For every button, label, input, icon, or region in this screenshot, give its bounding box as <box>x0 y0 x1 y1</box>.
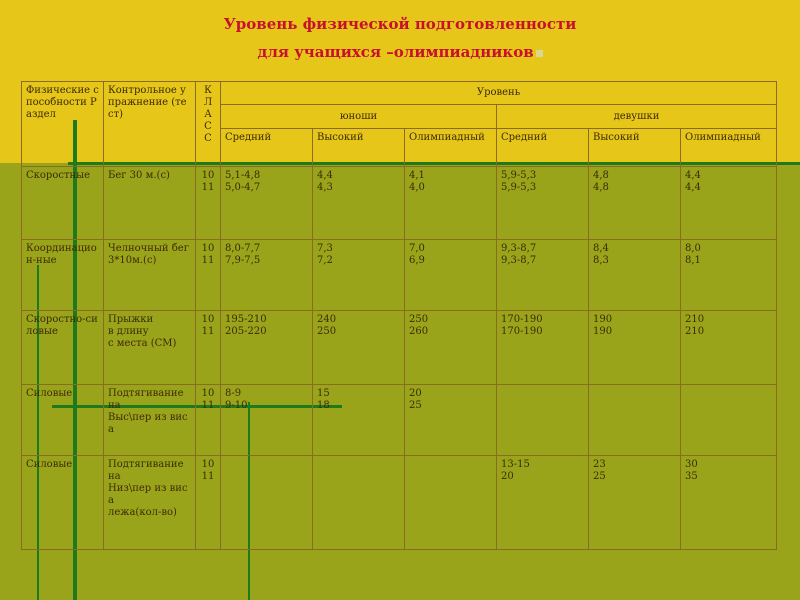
cell-value: 4,4 <box>317 170 333 182</box>
cell-value: 260 <box>409 326 429 338</box>
cell-value: 7,9-7,5 <box>225 255 261 267</box>
girls-high-cell <box>589 240 681 311</box>
boys-olympiad-cell <box>405 311 497 384</box>
boys-medium-cell <box>221 384 313 455</box>
header-girls-olympiad: Олимпиадный <box>681 128 777 167</box>
table-row <box>22 240 777 311</box>
class-value: 10 <box>201 170 215 182</box>
boys-medium-cell <box>221 167 313 240</box>
girls-olympiad-cell <box>681 167 777 240</box>
fitness-level-table <box>21 81 777 550</box>
exercise-line: 3*10м.(с) <box>108 255 157 267</box>
row-exercise <box>104 455 196 549</box>
header-girls: девушки <box>497 105 777 128</box>
cell-value: 30 <box>685 458 698 470</box>
cell-value: 6,9 <box>409 255 425 267</box>
cell-value: 8,0 <box>685 243 701 255</box>
header-boys-olympiad: Олимпиадный <box>405 128 497 167</box>
class-value: 10 <box>201 458 215 470</box>
header-boys-medium: Средний <box>221 128 313 167</box>
girls-olympiad-cell <box>681 384 777 455</box>
class-value: 11 <box>201 255 215 267</box>
cell-value: 13-15 <box>501 458 530 470</box>
exercise-line: лежа(кол-во) <box>108 506 177 518</box>
cell-value: 7,0 <box>409 243 425 255</box>
girls-medium-cell <box>497 240 589 311</box>
row-section: Силовые <box>22 455 104 549</box>
cell-value: 20 <box>501 470 514 482</box>
cell-value: 4,1 <box>409 170 425 182</box>
cell-value: 25 <box>409 399 422 411</box>
boys-medium-cell <box>221 311 313 384</box>
class-value: 10 <box>201 314 215 326</box>
boys-high-cell <box>313 240 405 311</box>
row-class <box>196 311 221 384</box>
boys-high-cell <box>313 455 405 549</box>
class-value: 10 <box>201 243 215 255</box>
cell-value: 8,0-7,7 <box>225 243 261 255</box>
row-exercise <box>104 240 196 311</box>
cell-value: 25 <box>593 470 606 482</box>
header-girls-medium: Средний <box>497 128 589 167</box>
cell-value: 15 <box>317 387 330 399</box>
cell-value: 7,2 <box>317 255 333 267</box>
cell-value: 4,8 <box>593 170 609 182</box>
cell-value: 5,1-4,8 <box>225 170 261 182</box>
class-value: 11 <box>201 326 215 338</box>
exercise-line: Челночный бег <box>108 243 189 255</box>
table-row <box>22 311 777 384</box>
row-class <box>196 240 221 311</box>
row-class <box>196 384 221 455</box>
boys-olympiad-cell <box>405 384 497 455</box>
cell-value: 205-220 <box>225 326 267 338</box>
page-title <box>0 10 800 66</box>
row-exercise <box>104 167 196 240</box>
boys-olympiad-cell <box>405 240 497 311</box>
table-body <box>22 167 777 550</box>
girls-medium-cell <box>497 384 589 455</box>
title-line-2 <box>0 38 800 66</box>
class-value: 11 <box>201 399 215 411</box>
girls-medium-cell <box>497 167 589 240</box>
table-row <box>22 384 777 455</box>
girls-olympiad-cell <box>681 240 777 311</box>
cell-value: 8,1 <box>685 255 701 267</box>
row-exercise <box>104 311 196 384</box>
row-class <box>196 167 221 240</box>
row-section: Силовые <box>22 384 104 455</box>
title-line-1: Уровень физической подготовленности <box>223 15 577 33</box>
girls-high-cell <box>589 311 681 384</box>
cell-value: 8-9 <box>225 387 242 399</box>
row-section: Скоростно-силовые <box>22 311 104 384</box>
header-class: К Л А С С <box>196 82 221 167</box>
row-section: Скоростные <box>22 167 104 240</box>
cell-value: 190 <box>593 314 613 326</box>
cell-value: 4,3 <box>317 182 333 194</box>
header-level: Уровень <box>221 82 777 105</box>
girls-high-cell <box>589 167 681 240</box>
exercise-line: Прыжки <box>108 314 154 326</box>
cell-value: 5,9-5,3 <box>501 182 537 194</box>
header-boys-high: Высокий <box>313 128 405 167</box>
cell-value: 35 <box>685 470 698 482</box>
exercise-line: Низ\пер из виса <box>108 482 188 506</box>
girls-medium-cell <box>497 311 589 384</box>
table-row <box>22 455 777 549</box>
header-exercise: Контрольное упражнение (тест) <box>104 82 196 167</box>
exercise-line: в длину <box>108 326 149 338</box>
table-row <box>22 167 777 240</box>
exercise-line: Бег 30 м.(с) <box>108 170 170 182</box>
girls-olympiad-cell <box>681 311 777 384</box>
boys-olympiad-cell <box>405 455 497 549</box>
cell-value: 18 <box>317 399 330 411</box>
cell-value: 4,4 <box>685 170 701 182</box>
cell-value: 240 <box>317 314 337 326</box>
boys-olympiad-cell <box>405 167 497 240</box>
row-section: Координацион-ные <box>22 240 104 311</box>
cell-value: 195-210 <box>225 314 267 326</box>
cell-value: 250 <box>317 326 337 338</box>
girls-olympiad-cell <box>681 455 777 549</box>
class-value: 11 <box>201 182 215 194</box>
cell-value: 5,0-4,7 <box>225 182 261 194</box>
boys-high-cell <box>313 384 405 455</box>
girls-high-cell <box>589 455 681 549</box>
exercise-line: Подтягивание на <box>108 458 184 482</box>
cell-value: 9-10 <box>225 399 248 411</box>
cell-value: 4,4 <box>685 182 701 194</box>
row-exercise <box>104 384 196 455</box>
cell-value: 4,0 <box>409 182 425 194</box>
cell-value: 190 <box>593 326 613 338</box>
boys-high-cell <box>313 167 405 240</box>
cell-value: 20 <box>409 387 422 399</box>
exercise-line: с места (СМ) <box>108 338 177 350</box>
exercise-line: Подтягивание на <box>108 387 184 411</box>
bullet-marker <box>536 50 543 57</box>
cell-value: 170-190 <box>501 326 543 338</box>
boys-medium-cell <box>221 240 313 311</box>
cell-value: 8,4 <box>593 243 609 255</box>
cell-value: 9,3-8,7 <box>501 255 537 267</box>
cell-value: 5,9-5,3 <box>501 170 537 182</box>
class-value: 10 <box>201 387 215 399</box>
boys-high-cell <box>313 311 405 384</box>
title-line-2-text: для учащихся –олимпиадников <box>257 43 534 61</box>
header-girls-high: Высокий <box>589 128 681 167</box>
cell-value: 210 <box>685 314 705 326</box>
cell-value: 170-190 <box>501 314 543 326</box>
header-section: Физические способности Раздел <box>22 82 104 167</box>
cell-value: 210 <box>685 326 705 338</box>
cell-value: 23 <box>593 458 606 470</box>
boys-medium-cell <box>221 455 313 549</box>
girls-high-cell <box>589 384 681 455</box>
cell-value: 7,3 <box>317 243 333 255</box>
exercise-line: Выс\пер из виса <box>108 411 188 435</box>
class-value: 11 <box>201 470 215 482</box>
header-boys: юноши <box>221 105 497 128</box>
cell-value: 9,3-8,7 <box>501 243 537 255</box>
cell-value: 8,3 <box>593 255 609 267</box>
cell-value: 4,8 <box>593 182 609 194</box>
girls-medium-cell <box>497 455 589 549</box>
cell-value: 250 <box>409 314 429 326</box>
row-class <box>196 455 221 549</box>
